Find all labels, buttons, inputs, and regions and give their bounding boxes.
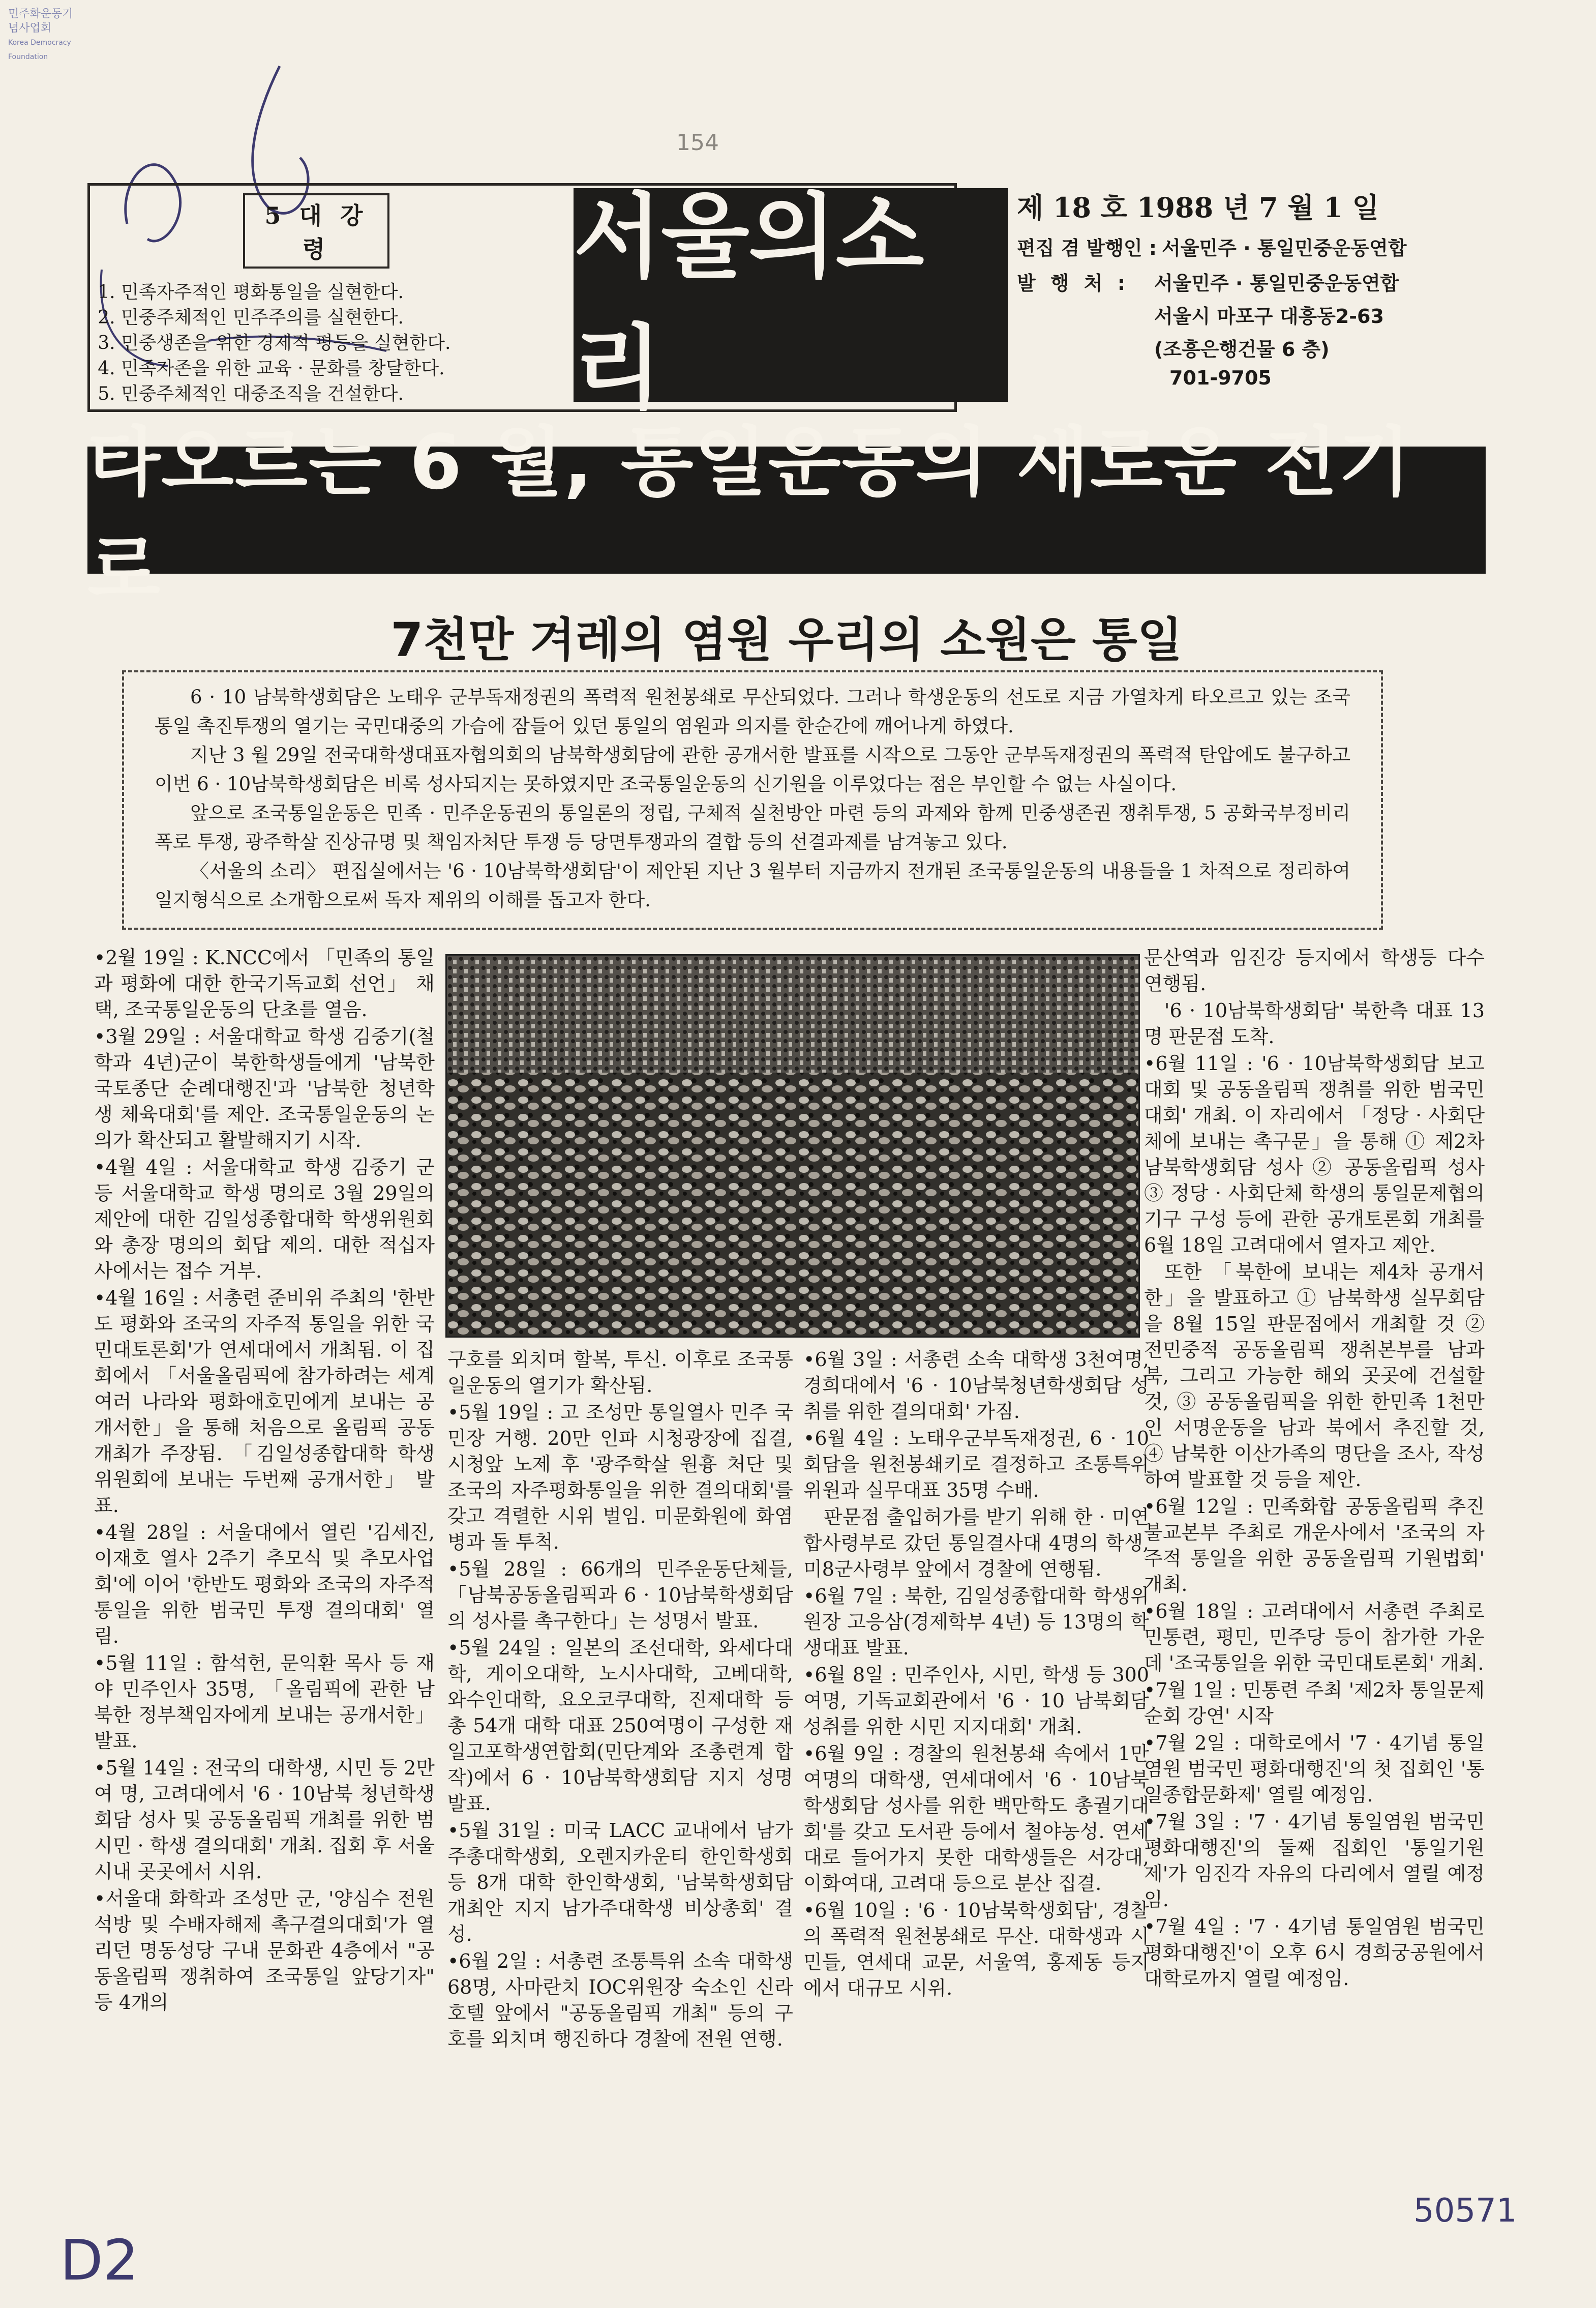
phone: 701-9705 xyxy=(1169,367,1272,389)
timeline-entry: •6월 2일 : 서총련 조통특위 소속 대학생 68명, 사마란치 IOC위원장 숙소인 신라호텔 앞에서 "공동올림픽 개최" 등의 구호를 외치며 행진하다 경찰에 전원 연행. xyxy=(447,1950,793,2050)
timeline-entry: •5월 14일 : 전국의 대학생, 시민 등 2만여 명, 고려대에서 '6 · 10남북 청년학생회담 성사 및 공동올림픽 개최를 위한 범시민 · 학생 결의대회' 개최. 집회 후 서울시내 곳곳에서 시위. xyxy=(94,1757,435,1883)
timeline-entry: •7월 2일 : 대학로에서 '7 · 4기념 통일염원 범국민 평화대행진'의 첫 집회인 '통일종합문화제' 열릴 예정임. xyxy=(1144,1732,1485,1806)
timeline-column-4 xyxy=(1144,945,1485,1993)
timeline-entry: •6월 7일 : 북한, 김일성종합대학 학생위원장 고응삼(경제학부 4년) 등 13명의 학생대표 발표. xyxy=(803,1585,1149,1659)
timeline-column-3 xyxy=(803,1347,1149,2002)
crowd-photo-illustration xyxy=(447,956,1138,1336)
issue-info xyxy=(1017,186,1576,389)
address: 서울시 마포구 대흥동2-63 xyxy=(1154,305,1384,328)
platform-item: 4. 민족자존을 위한 교육 · 문화를 창달한다. xyxy=(121,356,528,381)
timeline-entry: •4월 28일 : 서울대에서 열린 '김세진, 이재호 열사 2주기 추모식 및 추모사업회'에 이어 '한반도 평화와 조국의 자주적 통일을 위한 범국민 투쟁 결의대회' 열림. xyxy=(94,1521,435,1647)
timeline-entry: •6월 18일 : 고려대에서 서총련 주최로 민통련, 평민, 민주당 등이 참가한 가운데 '조국통일을 위한 국민대토론회' 개최. xyxy=(1144,1600,1485,1674)
timeline-entry: •6월 8일 : 민주인사, 시민, 학생 등 300여명, 기독교회관에서 '6 · 10 남북회담 성취를 위한 시민 지지대회' 개최. xyxy=(803,1664,1149,1738)
timeline-entry: •6월 3일 : 서총련 소속 대학생 3천여명, 경희대에서 '6 · 10남북청년학생회담 성취를 위한 결의대회' 가짐. xyxy=(803,1348,1149,1423)
handwritten-number: 50571 xyxy=(1413,2192,1517,2230)
platform-item: 5. 민중주체적인 대중조직을 건설한다. xyxy=(121,381,528,407)
issuer-row xyxy=(1017,268,1576,295)
timeline-entry: •5월 24일 : 일본의 조선대학, 와세다대학, 게이오대학, 노시사대학, 고베대학, 와수인대학, 요오코쿠대학, 진제대학 등 총 54개 대학 대표 250여명이 구성한 재일고포학생연합회(민단계와 조총련계 합작)에서 6 · 10남북학생회담 지지 성명 발표. xyxy=(447,1637,793,1815)
timeline-entry: •서울대 화학과 조성만 군, '양심수 전원석방 및 수배자해제 촉구결의대회'가 열리던 명동성당 구내 문화관 4층에서 "공동올림픽 쟁취하여 조국통일 앞당기자" 등 4개의 xyxy=(94,1887,435,2014)
publisher-label: 편집 겸 발행인 : xyxy=(1017,237,1157,259)
lead-paragraph: 〈서울의 소리〉 편집실에서는 '6 · 10남북학생회담'이 제안된 지난 3 월부터 지금까지 전개된 조국통일운동의 내용들을 1 차적으로 정리하여 일지형식으로 소개함으로써 독자 제위의 이해를 돕고자 한다. xyxy=(155,860,1350,911)
timeline-entry: 판문점 출입허가를 받기 위해 한 · 미연합사령부로 갔던 통일결사대 4명의 학생, 미8군사령부 앞에서 경찰에 연행됨. xyxy=(803,1506,1149,1580)
top-scribble: 154 xyxy=(676,130,719,156)
timeline-entry: •6월 12일 : 민족화합 공동올림픽 추진 불교본부 주최로 개운사에서 '조국의 자주적 통일을 위한 공동올림픽 기원법회' 개최. xyxy=(1144,1495,1485,1595)
publisher-value: 서울민주 · 통일민중운동연합 xyxy=(1162,237,1407,259)
lead-paragraph: 6 · 10 남북학생회담은 노태우 군부독재정권의 폭력적 원천봉쇄로 무산되었다. 그러나 학생운동의 선도로 지금 가열차게 타오르고 있는 조국통일 촉진투쟁의 열기는 국민대중의 가슴에 잠들어 있던 통일의 염원과 의지를 한순간에 깨어나게 하였다. xyxy=(155,686,1350,737)
subheadline: 7천만 겨레의 염원 우리의 소원은 통일 xyxy=(390,613,1183,667)
timeline-entry: •6월 4일 : 노태우군부독재정권, 6 · 10회담을 원천봉쇄키로 결정하고 조통특위 위원과 실무대표 35명 수배. xyxy=(803,1427,1149,1501)
timeline-entry: 구호를 외치며 할복, 투신. 이후로 조국통일운동의 열기가 확산됨. xyxy=(447,1348,793,1397)
lead-paragraph: 앞으로 조국통일운동은 민족 · 민주운동권의 통일론의 정립, 구체적 실천방안 마련 등의 과제와 함께 민중생존권 쟁취투쟁, 5 공화국부정비리 폭로 투쟁, 광주학살 진상규명 및 책임자처단 투쟁 등 당면투쟁과의 결합 등의 선결과제를 남겨놓고 있다. xyxy=(155,802,1350,853)
publisher-row xyxy=(1017,232,1576,260)
archive-mark-en: Korea Democracy Foundation xyxy=(8,39,71,61)
platform-item: 3. 민중생존을 위한 경제적 평등을 실현한다. xyxy=(121,331,528,356)
timeline-entry: •5월 19일 : 고 조성만 통일열사 민주 국민장 거행. 20만 인파 시청광장에 집결, 시청앞 노제 후 '광주학살 원흉 처단 및 조국의 자주평화통일을 위한 결의대회'를 갖고 격렬한 시위 벌임. 미문화원에 화염병과 돌 투척. xyxy=(447,1401,793,1553)
headline: 타오르는 6 월, 통일운동의 새로운 전기로 xyxy=(87,447,1486,574)
timeline-entry: •6월 9일 : 경찰의 원천봉쇄 속에서 1만여명의 대학생, 연세대에서 '6 · 10남북학생회담 성사를 위한 백만학도 총궐기대회'를 갖고 도서관 등에서 철야농성. 연세대로 들어가지 못한 대학생들은 서강대, 이화여대, 고려대 등으로 분산 집결. xyxy=(803,1742,1149,1895)
timeline-entry: '6 · 10남북학생회담' 북한측 대표 13명 판문점 도착. xyxy=(1144,999,1485,1048)
platform-item: 2. 민중주체적인 민주주의를 실현한다. xyxy=(121,305,528,331)
timeline-entry: •7월 4일 : '7 · 4기념 통일염원 범국민 평화대행진'이 오후 6시 경희궁공원에서 대학로까지 열릴 예정임. xyxy=(1144,1915,1485,1990)
lead-paragraph: 지난 3 월 29일 전국대학생대표자협의회의 남북학생회담에 관한 공개서한 발표를 시작으로 그동안 군부독재정권의 폭력적 탄압에도 불구하고 이번 6 · 10남북학생회담은 비록 성사되지는 못하였지만 조국통일운동의 신기원을 이루었다는 점은 부인할 수 없는 사실이다. xyxy=(155,744,1350,795)
timeline-entry: •6월 10일 : '6 · 10남북학생회담', 경찰의 폭력적 원천봉쇄로 무산. 대학생과 시민들, 연세대 교문, 서울역, 홍제동 등지에서 대규모 시위. xyxy=(803,1899,1149,1999)
timeline-entry: •7월 1일 : 민통련 주최 '제2차 통일문제 순회 강연' 시작 xyxy=(1144,1679,1485,1727)
timeline-entry: •4월 4일 : 서울대학교 학생 김중기 군 등 서울대학교 학생 명의로 3월 29일의 제안에 대한 김일성종합대학 학생위원회와 총장 명의의 회답 제의. 대한 적십자사에서는 접수 거부. xyxy=(94,1156,435,1282)
timeline-column-2 xyxy=(447,1347,793,2053)
timeline-entry: •5월 28일 : 66개의 민주운동단체들, 「남북공동올림픽과 6 · 10남북학생회담의 성사를 촉구한다」는 성명서 발표. xyxy=(447,1558,793,1632)
platform-item: 1. 민족자주적인 평화통일을 실현한다. xyxy=(121,280,528,305)
archive-mark-ko: 민주화운동기념사업회 xyxy=(8,8,73,35)
timeline-column-1 xyxy=(94,945,435,2017)
timeline-entry: •3월 29일 : 서울대학교 학생 김중기(철학과 4년)군이 북한학생들에게 '남북한 국토종단 순례대행진'과 '남북한 청년학생 체육대회'를 제안. 조국통일운동의 논의가 확산되고 활발해지기 시작. xyxy=(94,1025,435,1151)
timeline-entry: •6월 11일 : '6 · 10남북학생회담 보고대회 및 공동올림픽 쟁취를 위한 범국민대회' 개최. 이 자리에서 「정당 · 사회단체에 보내는 촉구문」을 통해 ① 제2차 남북학생회담 성사 ② 공동올림픽 성사 ③ 정당 · 사회단체 학생의 통일문제협의기구 구성 등에 관한 공개토론회 개최를 6월 18일 고려대에서 열자고 제안. xyxy=(1144,1052,1485,1256)
timeline-entry: •5월 11일 : 함석헌, 문익환 목사 등 재야 민주인사 35명, 「올림픽에 관한 남북한 정부책임자에게 보내는 공개서한」 발표. xyxy=(94,1652,435,1752)
protest-photo xyxy=(445,954,1140,1338)
timeline-entry: •5월 31일 : 미국 LACC 교내에서 남가주총대학생회, 오렌지카운티 한인학생회 등 8개 대학 한인학생회, '남북학생회담 개최안 지지 남가주대학생 비상총회' 결성. xyxy=(447,1819,793,1945)
issuer-label: 발 행 처 : xyxy=(1017,272,1130,294)
timeline-entry: •2월 19일 : K.NCC에서 「민족의 통일과 평화에 대한 한국기독교회 선언」 채택, 조국통일운동의 단초를 열음. xyxy=(94,946,435,1021)
issue-number-date: 제 18 호 1988 년 7 월 1 일 xyxy=(1017,191,1379,224)
lead-box xyxy=(122,670,1383,930)
masthead: 서울의소리 xyxy=(574,188,1008,402)
platform-list xyxy=(91,193,528,407)
timeline-entry: •4월 16일 : 서총련 준비위 주최의 '한반도 평화와 조국의 자주적 통일을 위한 국민대토론회'가 연세대에서 개최됨. 이 집회에서 「서울올림픽에 참가하려는 세계 여러 나라와 평화애호민에게 보내는 공개서한」을 통해 처음으로 올림픽 공동개최가 주장됨. 「김일성종합대학 학생위원회에 보내는 두번째 공개서한」 발표. xyxy=(94,1287,435,1517)
timeline-entry: 또한 「북한에 보내는 제4차 공개서한」을 발표하고 ① 남북학생 실무회담을 8월 15일 판문점에서 개최할 것 ② 전민중적 공동올림픽 쟁취본부를 남과 북, 그리고 가능한 해외 곳곳에 건설할 것, ③ 공동올림픽을 위한 한민족 1천만인 서명운동을 남과 북에서 추진할 것, ④ 남북한 이산가족의 명단을 조사, 작성하여 발표할 것 등을 제안. xyxy=(1144,1261,1485,1491)
timeline-entry: 문산역과 임진강 등지에서 학생등 다수 연행됨. xyxy=(1144,946,1485,995)
issuer-value: 서울민주 · 통일민중운동연합 xyxy=(1154,272,1399,294)
archive-mark xyxy=(8,7,79,64)
building: (조흥은행건물 6 층) xyxy=(1154,338,1330,361)
timeline-entry: •7월 3일 : '7 · 4기념 통일염원 범국민 평화대행진'의 둘째 집회인 '통일기원제'가 임진각 자유의 다리에서 열릴 예정임. xyxy=(1144,1811,1485,1911)
handwritten-d2: D2 xyxy=(60,2228,139,2293)
platform-title: 5 대 강 령 xyxy=(243,193,389,269)
